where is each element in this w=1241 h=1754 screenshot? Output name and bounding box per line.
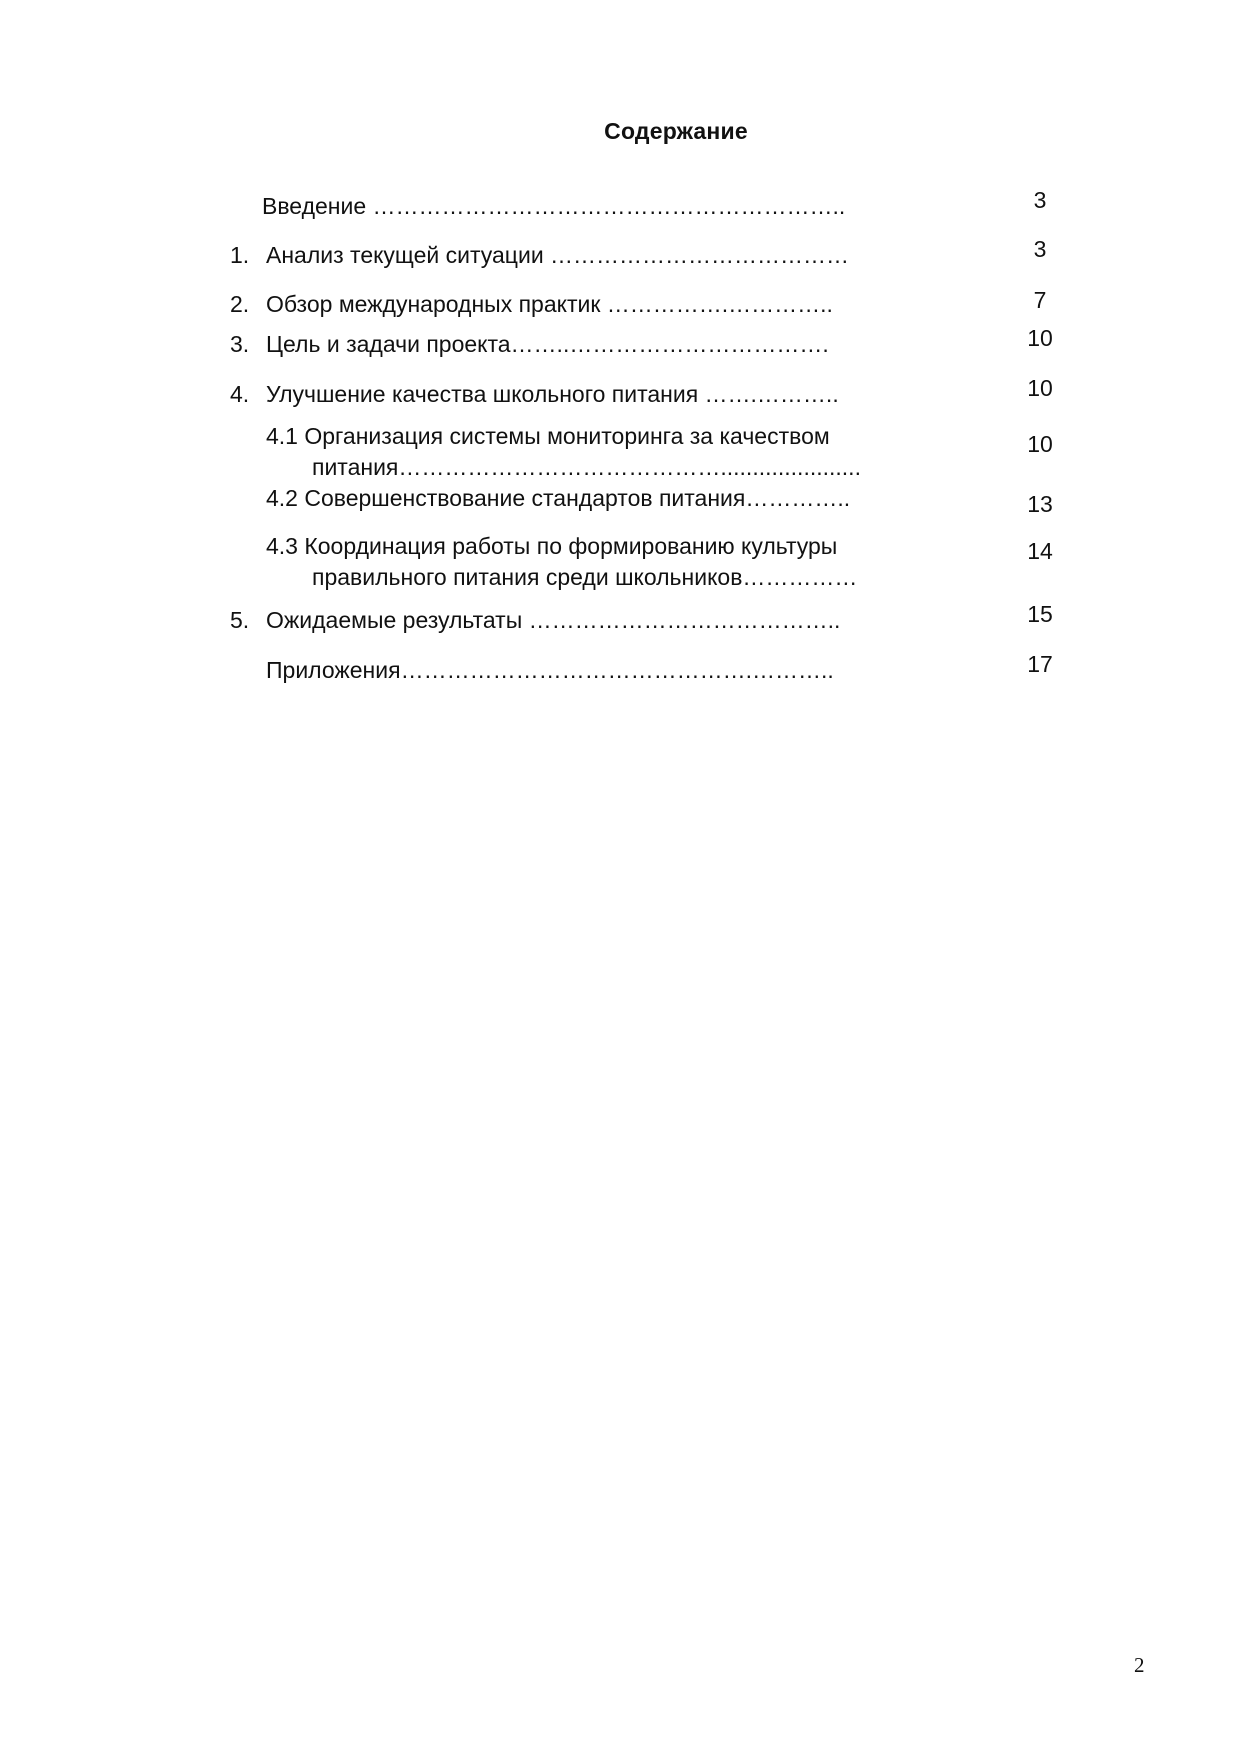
toc-entry-title: Введение ……………………………………………………..	[262, 193, 846, 219]
toc-entry-title: 4.2 Совершенствование стандартов питания…………..	[266, 485, 851, 511]
toc-entry-page: 17	[1027, 651, 1053, 677]
toc-entry-page: 15	[1027, 601, 1053, 627]
toc-entry-page: 10	[1027, 375, 1053, 401]
toc-entry-number: 2.	[230, 291, 250, 317]
toc-entry-title: Обзор международных практик …………….…………..	[266, 291, 833, 317]
toc-entry-number: 1.	[230, 242, 250, 268]
toc-entry-page: 7	[1033, 287, 1047, 313]
toc-entry-number: 3.	[230, 331, 250, 357]
toc-entry-title: Анализ текущей ситуации …………………………………	[266, 242, 850, 268]
toc-entry-page: 3	[1033, 187, 1047, 213]
toc-entry-page: 13	[1027, 491, 1053, 517]
toc-entry-page: 14	[1027, 538, 1053, 564]
toc-entry-title: Улучшение качества школьного питания …….………..	[266, 381, 839, 407]
toc-entry-number: 4.	[230, 381, 250, 407]
toc-entry-title: Ожидаемые результаты …………………………………..	[266, 607, 841, 633]
toc-entry-title: Приложения……………………………………….………..	[266, 657, 834, 683]
toc-entry-title	[266, 531, 904, 593]
toc-entry-number: 5.	[230, 607, 250, 633]
page-number: 2	[1134, 1653, 1145, 1677]
toc-entry-page: 10	[1027, 431, 1053, 457]
toc-entry-page: 3	[1033, 236, 1047, 262]
toc-entry-title: Цель и задачи проекта……..…………………………….	[266, 331, 829, 357]
toc-entry-title	[266, 421, 904, 483]
page-title: Содержание	[604, 118, 748, 144]
toc-entry-title-line2: правильного питания среди школьников……………	[312, 564, 858, 590]
toc-entry-page: 10	[1027, 325, 1053, 351]
toc-entry-title-line1: 4.3 Координация работы по формированию культуры	[266, 533, 838, 559]
toc-entry-title-line2: питания……………………………………......................	[312, 454, 861, 480]
toc-entry-title-line1: 4.1 Организация системы мониторинга за качеством	[266, 423, 830, 449]
